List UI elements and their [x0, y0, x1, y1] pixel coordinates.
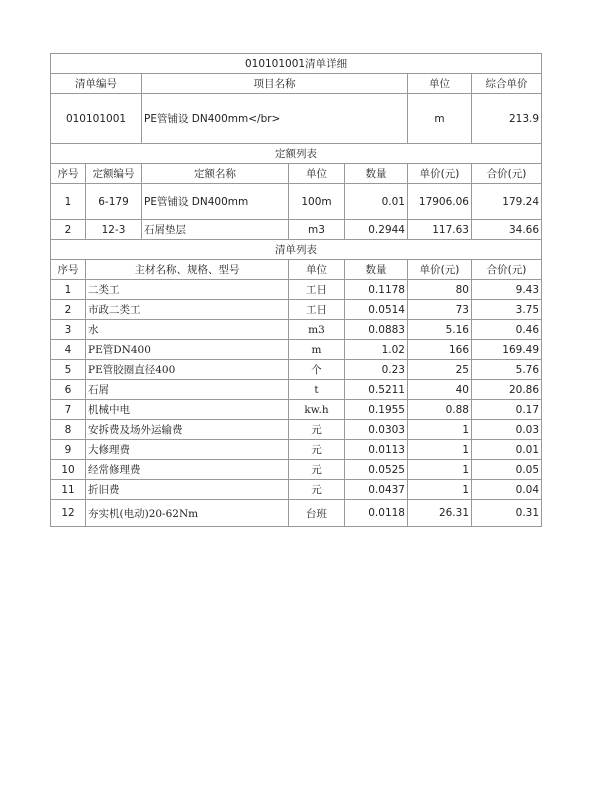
material-row — [51, 360, 542, 380]
summary-unit: m — [408, 94, 472, 144]
materials-header-unit: 单位 — [289, 260, 345, 280]
materials-header-row — [51, 260, 542, 280]
material-row — [51, 500, 542, 527]
quota-row — [51, 220, 542, 240]
material-no: 5 — [51, 360, 86, 380]
title-row — [51, 54, 542, 74]
material-unit: 工日 — [289, 300, 345, 320]
quota-header-price: 单价(元) — [408, 164, 472, 184]
summary-header-code: 清单编号 — [51, 74, 142, 94]
quota-header-unit: 单位 — [289, 164, 345, 184]
quota-unit: m3 — [289, 220, 345, 240]
material-qty: 1.02 — [345, 340, 408, 360]
material-total: 0.01 — [472, 440, 542, 460]
material-total: 0.03 — [472, 420, 542, 440]
material-unit: 工日 — [289, 280, 345, 300]
material-no: 7 — [51, 400, 86, 420]
summary-header-unit: 单位 — [408, 74, 472, 94]
material-row — [51, 380, 542, 400]
material-total: 0.04 — [472, 480, 542, 500]
material-qty: 0.1178 — [345, 280, 408, 300]
material-qty: 0.0303 — [345, 420, 408, 440]
material-unit: t — [289, 380, 345, 400]
material-total: 0.17 — [472, 400, 542, 420]
material-unit: 个 — [289, 360, 345, 380]
material-qty: 0.0113 — [345, 440, 408, 460]
material-price: 26.31 — [408, 500, 472, 527]
material-row — [51, 440, 542, 460]
quota-total: 179.24 — [472, 184, 542, 220]
material-qty: 0.5211 — [345, 380, 408, 400]
material-qty: 0.0514 — [345, 300, 408, 320]
material-price: 80 — [408, 280, 472, 300]
summary-code: 010101001 — [51, 94, 142, 144]
material-unit: kw.h — [289, 400, 345, 420]
materials-header-qty: 数量 — [345, 260, 408, 280]
material-price: 1 — [408, 460, 472, 480]
material-row — [51, 280, 542, 300]
material-name: 夯实机(电动)20-62Nm — [86, 500, 289, 527]
material-qty: 0.0525 — [345, 460, 408, 480]
material-price: 1 — [408, 420, 472, 440]
material-no: 10 — [51, 460, 86, 480]
quota-qty: 0.01 — [345, 184, 408, 220]
material-unit: 台班 — [289, 500, 345, 527]
material-row — [51, 340, 542, 360]
quota-code: 12-3 — [86, 220, 142, 240]
materials-body — [51, 280, 542, 527]
material-row — [51, 420, 542, 440]
materials-section-row — [51, 240, 542, 260]
summary-header-name: 项目名称 — [142, 74, 408, 94]
material-name: PE管DN400 — [86, 340, 289, 360]
material-unit: 元 — [289, 460, 345, 480]
material-price: 73 — [408, 300, 472, 320]
material-name: 市政二类工 — [86, 300, 289, 320]
materials-header-total: 合价(元) — [472, 260, 542, 280]
material-row — [51, 320, 542, 340]
material-total: 0.05 — [472, 460, 542, 480]
summary-name: PE管铺设 DN400mm</br> — [142, 94, 408, 144]
material-row — [51, 480, 542, 500]
material-total: 0.31 — [472, 500, 542, 527]
material-unit: 元 — [289, 440, 345, 460]
summary-header-price: 综合单价 — [472, 74, 542, 94]
materials-header-name: 主材名称、规格、型号 — [86, 260, 289, 280]
quota-price: 17906.06 — [408, 184, 472, 220]
material-total: 3.75 — [472, 300, 542, 320]
material-name: 二类工 — [86, 280, 289, 300]
material-qty: 0.0883 — [345, 320, 408, 340]
material-no: 9 — [51, 440, 86, 460]
material-price: 25 — [408, 360, 472, 380]
material-row — [51, 300, 542, 320]
quota-header-total: 合价(元) — [472, 164, 542, 184]
material-no: 4 — [51, 340, 86, 360]
material-unit: m3 — [289, 320, 345, 340]
quota-header-code: 定额编号 — [86, 164, 142, 184]
material-qty: 0.0118 — [345, 500, 408, 527]
material-qty: 0.23 — [345, 360, 408, 380]
material-unit: m — [289, 340, 345, 360]
quota-code: 6-179 — [86, 184, 142, 220]
quota-header-no: 序号 — [51, 164, 86, 184]
quota-row — [51, 184, 542, 220]
quota-price: 117.63 — [408, 220, 472, 240]
material-price: 166 — [408, 340, 472, 360]
summary-row — [51, 94, 542, 144]
quota-name: PE管铺设 DN400mm — [142, 184, 289, 220]
material-name: 石屑 — [86, 380, 289, 400]
quota-total: 34.66 — [472, 220, 542, 240]
material-no: 8 — [51, 420, 86, 440]
materials-header-no: 序号 — [51, 260, 86, 280]
material-price: 0.88 — [408, 400, 472, 420]
material-name: 经常修理费 — [86, 460, 289, 480]
material-qty: 0.0437 — [345, 480, 408, 500]
material-name: 折旧费 — [86, 480, 289, 500]
material-name: PE管胶圈直径400 — [86, 360, 289, 380]
material-unit: 元 — [289, 480, 345, 500]
page-title: 010101001清单详细 — [51, 54, 542, 74]
quota-name: 石屑垫层 — [142, 220, 289, 240]
quota-unit: 100m — [289, 184, 345, 220]
material-total: 169.49 — [472, 340, 542, 360]
material-no: 12 — [51, 500, 86, 527]
quota-qty: 0.2944 — [345, 220, 408, 240]
quota-header-row — [51, 164, 542, 184]
material-total: 9.43 — [472, 280, 542, 300]
material-total: 5.76 — [472, 360, 542, 380]
material-total: 0.46 — [472, 320, 542, 340]
material-price: 1 — [408, 440, 472, 460]
material-no: 2 — [51, 300, 86, 320]
materials-section-title: 清单列表 — [51, 240, 542, 260]
material-total: 20.86 — [472, 380, 542, 400]
summary-header-row — [51, 74, 542, 94]
material-qty: 0.1955 — [345, 400, 408, 420]
quota-section-row — [51, 144, 542, 164]
material-no: 3 — [51, 320, 86, 340]
material-name: 机械中电 — [86, 400, 289, 420]
quota-header-name: 定额名称 — [142, 164, 289, 184]
detail-table — [50, 53, 542, 527]
material-unit: 元 — [289, 420, 345, 440]
material-price: 5.16 — [408, 320, 472, 340]
material-row — [51, 400, 542, 420]
material-no: 6 — [51, 380, 86, 400]
material-no: 1 — [51, 280, 86, 300]
material-price: 40 — [408, 380, 472, 400]
materials-header-price: 单价(元) — [408, 260, 472, 280]
material-name: 大修理费 — [86, 440, 289, 460]
quota-header-qty: 数量 — [345, 164, 408, 184]
quota-section-title: 定额列表 — [51, 144, 542, 164]
material-no: 11 — [51, 480, 86, 500]
material-price: 1 — [408, 480, 472, 500]
material-name: 安拆费及场外运输费 — [86, 420, 289, 440]
quota-no: 1 — [51, 184, 86, 220]
material-row — [51, 460, 542, 480]
summary-price: 213.9 — [472, 94, 542, 144]
quota-no: 2 — [51, 220, 86, 240]
material-name: 水 — [86, 320, 289, 340]
